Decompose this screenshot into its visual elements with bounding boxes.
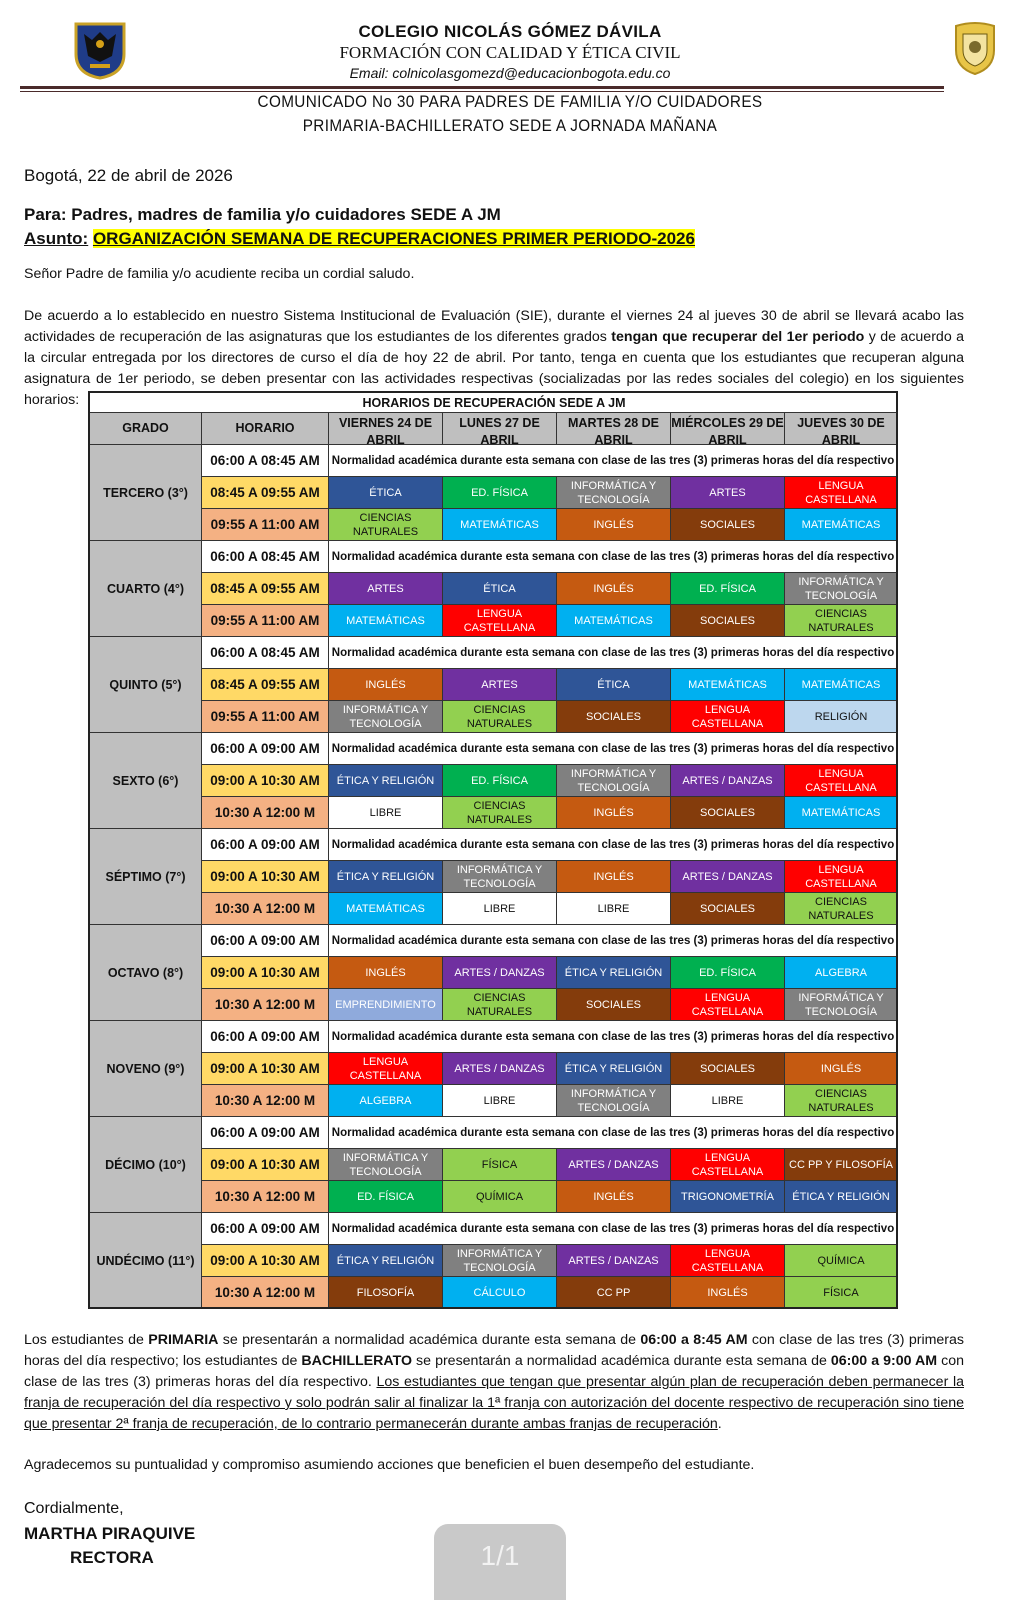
subject-cell: MATEMÁTICAS xyxy=(785,797,898,829)
subject-cell: SOCIALES xyxy=(671,797,785,829)
subject-cell: EMPRENDIMIENTO xyxy=(329,989,443,1021)
subject-cell: INGLÉS xyxy=(329,669,443,701)
subject-cell: ÉTICA Y RELIGIÓN xyxy=(785,1181,898,1213)
subject-cell: ALGEBRA xyxy=(329,1085,443,1117)
subject-cell: SOCIALES xyxy=(671,893,785,925)
footer-text: se presentarán a normalidad académica durante esta semana de xyxy=(412,1353,831,1369)
grade-label: UNDÉCIMO (11°) xyxy=(90,1213,202,1309)
subject-cell: INGLÉS xyxy=(785,1053,898,1085)
subject-cell: CIENCIAS NATURALES xyxy=(443,989,557,1021)
grade-label: NOVENO (9°) xyxy=(90,1021,202,1117)
subject-cell: MATEMÁTICAS xyxy=(785,669,898,701)
subject-cell: ÉTICA Y RELIGIÓN xyxy=(329,765,443,797)
column-header-horario: HORARIO xyxy=(202,413,329,445)
time-slot: 10:30 A 12:00 M xyxy=(202,893,329,925)
school-motto: FORMACIÓN CON CALIDAD Y ÉTICA CIVIL xyxy=(339,43,681,62)
header-rule xyxy=(20,86,944,89)
intro-text-cont: y de acuerdo a la circular entregada por los directores de curso el día de hoy 22 de abril. Por tanto, tenga en cuenta que los estudiantes que recuperan alguna asignatura de 1er periodo, se deben presentar con las actividades respectivas (socializadas por las redes sociales del colegio) en los siguientes horarios: xyxy=(24,329,965,408)
subject-cell: LIBRE xyxy=(443,1085,557,1117)
subject-cell: LIBRE xyxy=(329,797,443,829)
subject-cell: LENGUA CASTELLANA xyxy=(671,1245,785,1277)
time-slot: 10:30 A 12:00 M xyxy=(202,1085,329,1117)
time-slot: 09:55 A 11:00 AM xyxy=(202,701,329,733)
time-slot: 06:00 A 09:00 AM xyxy=(202,733,329,765)
subject-cell: ALGEBRA xyxy=(785,957,898,989)
subject-cell: INFORMÁTICA Y TECNOLOGÍA xyxy=(329,1149,443,1181)
time-slot: 06:00 A 08:45 AM xyxy=(202,637,329,669)
footer-text: con clase de las tres (3) primeras horas del día respectivo. xyxy=(24,1353,964,1390)
subject-cell: LIBRE xyxy=(671,1085,785,1117)
subject-cell: INGLÉS xyxy=(329,957,443,989)
subject-cell: ED. FÍSICA xyxy=(443,765,557,797)
time-slot: 09:55 A 11:00 AM xyxy=(202,509,329,541)
subject-cell: FÍSICA xyxy=(785,1277,898,1309)
subject-cell: INGLÉS xyxy=(557,1181,671,1213)
subject-cell: MATEMÁTICAS xyxy=(329,605,443,637)
footer-bold-time-primaria: 06:00 a 8:45 AM xyxy=(640,1332,748,1348)
subject-cell: ARTES xyxy=(329,573,443,605)
subject-text: ORGANIZACIÓN SEMANA DE RECUPERACIONES PRIMER PERIODO-2026 xyxy=(92,229,695,248)
subject-cell: ED. FÍSICA xyxy=(671,957,785,989)
subject-cell: LIBRE xyxy=(557,893,671,925)
subject-cell: LENGUA CASTELLANA xyxy=(785,477,898,509)
column-header-day: MARTES 28 DE ABRIL xyxy=(557,413,671,445)
subject-label: Asunto: xyxy=(24,229,89,248)
subject-cell: CIENCIAS NATURALES xyxy=(785,1085,898,1117)
subject-cell: INFORMÁTICA Y TECNOLOGÍA xyxy=(557,1085,671,1117)
subject-cell: FILOSOFÍA xyxy=(329,1277,443,1309)
normal-classes-note: Normalidad académica durante esta semana con clase de las tres (3) primeras horas del día respectivo xyxy=(329,733,898,765)
normal-classes-note: Normalidad académica durante esta semana con clase de las tres (3) primeras horas del día respectivo xyxy=(329,445,898,477)
subject-cell: INFORMÁTICA Y TECNOLOGÍA xyxy=(329,701,443,733)
time-slot: 08:45 A 09:55 AM xyxy=(202,573,329,605)
subject-cell: ÉTICA Y RELIGIÓN xyxy=(329,1245,443,1277)
subject-cell: ÉTICA xyxy=(557,669,671,701)
subject-cell: ARTES xyxy=(671,477,785,509)
subject-cell: LENGUA CASTELLANA xyxy=(785,765,898,797)
subject-cell: MATEMÁTICAS xyxy=(443,509,557,541)
subject-cell: CIENCIAS NATURALES xyxy=(785,893,898,925)
column-header-day: VIERNES 24 DE ABRIL xyxy=(329,413,443,445)
column-header-grado: GRADO xyxy=(90,413,202,445)
footer-bold-bachillerato: BACHILLERATO xyxy=(301,1353,413,1369)
subject-cell: FÍSICA xyxy=(443,1149,557,1181)
footer-bold-primaria: PRIMARIA xyxy=(148,1332,219,1348)
time-slot: 09:00 A 10:30 AM xyxy=(202,765,329,797)
signer-role: RECTORA xyxy=(70,1548,154,1567)
communique-subtitle: PRIMARIA-BACHILLERATO SEDE A JORNADA MAÑANA xyxy=(302,116,718,135)
time-slot: 10:30 A 12:00 M xyxy=(202,1277,329,1309)
subject-cell: MATEMÁTICAS xyxy=(785,509,898,541)
subject-cell: ED. FÍSICA xyxy=(329,1181,443,1213)
subject-cell: LENGUA CASTELLANA xyxy=(671,701,785,733)
subject-cell: INGLÉS xyxy=(557,509,671,541)
email-label: Email: xyxy=(349,65,389,81)
normal-classes-note: Normalidad académica durante esta semana con clase de las tres (3) primeras horas del día respectivo xyxy=(329,541,898,573)
footer-text: se presentarán a normalidad académica durante esta semana de xyxy=(218,1332,641,1348)
subject-cell: CIENCIAS NATURALES xyxy=(785,605,898,637)
subject-cell: INFORMÁTICA Y TECNOLOGÍA xyxy=(443,861,557,893)
subject-cell: CIENCIAS NATURALES xyxy=(443,797,557,829)
subject-cell: INFORMÁTICA Y TECNOLOGÍA xyxy=(785,989,898,1021)
subject-cell: SOCIALES xyxy=(671,605,785,637)
subject-cell: QUÍMICA xyxy=(785,1245,898,1277)
grade-label: DÉCIMO (10°) xyxy=(90,1117,202,1213)
time-slot: 06:00 A 08:45 AM xyxy=(202,541,329,573)
time-slot: 06:00 A 09:00 AM xyxy=(202,1021,329,1053)
time-slot: 06:00 A 09:00 AM xyxy=(202,1213,329,1245)
subject-cell: MATEMÁTICAS xyxy=(557,605,671,637)
letterhead xyxy=(0,0,1020,100)
school-name: COLEGIO NICOLÁS GÓMEZ DÁVILA xyxy=(358,22,662,41)
subject-cell: LENGUA CASTELLANA xyxy=(785,861,898,893)
time-slot: 10:30 A 12:00 M xyxy=(202,1181,329,1213)
subject-cell: INGLÉS xyxy=(557,797,671,829)
subject-cell: LENGUA CASTELLANA xyxy=(329,1053,443,1085)
subject-cell: MATEMÁTICAS xyxy=(671,669,785,701)
footer-underlined-rule: Los estudiantes que tengan que presentar algún plan de recuperación deben permanecer la franja de recuperación del día respectivo y solo podrán salir al finalizar la 1ª franja con autorización del docente respectivo de recuperación sino tiene que presentar 2ª franja de recuperación, de lo contrario permanecerán durante ambas franjas de recuperación xyxy=(24,1374,964,1432)
subject-cell: ÉTICA Y RELIGIÓN xyxy=(557,957,671,989)
subject-cell: LENGUA CASTELLANA xyxy=(443,605,557,637)
subject-cell: ARTES / DANZAS xyxy=(443,957,557,989)
subject-cell: INFORMÁTICA Y TECNOLOGÍA xyxy=(557,477,671,509)
time-slot: 06:00 A 09:00 AM xyxy=(202,829,329,861)
subject-cell: INGLÉS xyxy=(557,573,671,605)
subject-cell: LENGUA CASTELLANA xyxy=(671,1149,785,1181)
subject-cell: INGLÉS xyxy=(557,861,671,893)
normal-classes-note: Normalidad académica durante esta semana con clase de las tres (3) primeras horas del día respectivo xyxy=(329,1117,898,1149)
email-address: colnicolasgomezd@educacionbogota.edu.co xyxy=(392,65,671,81)
subject-cell: LIBRE xyxy=(443,893,557,925)
subject-line xyxy=(24,229,695,249)
closing: Cordialmente, xyxy=(24,1500,124,1517)
time-slot: 09:00 A 10:30 AM xyxy=(202,1149,329,1181)
time-slot: 10:30 A 12:00 M xyxy=(202,797,329,829)
page-indicator[interactable]: 1/1 xyxy=(434,1524,566,1600)
subject-cell: MATEMÁTICAS xyxy=(329,893,443,925)
subject-cell: LENGUA CASTELLANA xyxy=(671,989,785,1021)
normal-classes-note: Normalidad académica durante esta semana con clase de las tres (3) primeras horas del día respectivo xyxy=(329,637,898,669)
subject-cell: TRIGONOMETRÍA xyxy=(671,1181,785,1213)
subject-cell: ARTES xyxy=(443,669,557,701)
subject-cell: ARTES / DANZAS xyxy=(671,861,785,893)
subject-cell: ÉTICA xyxy=(329,477,443,509)
schedule-title: HORARIOS DE RECUPERACIÓN SEDE A JM xyxy=(90,393,898,413)
intro-text: De acuerdo a lo establecido en nuestro Sistema Institucional de Evaluación (SIE), durante el viernes 24 al jueves 30 de abril se llevará acabo las actividades de recuperación de las asignaturas que los estudiantes de los diferentes grados xyxy=(24,308,964,345)
footer-text: Los estudiantes de xyxy=(24,1332,149,1348)
time-slot: 06:00 A 09:00 AM xyxy=(202,925,329,957)
normal-classes-note: Normalidad académica durante esta semana con clase de las tres (3) primeras horas del día respectivo xyxy=(329,925,898,957)
subject-cell: ÉTICA Y RELIGIÓN xyxy=(329,861,443,893)
grade-label: QUINTO (5°) xyxy=(90,637,202,733)
subject-cell: INFORMÁTICA Y TECNOLOGÍA xyxy=(785,573,898,605)
subject-cell: RELIGIÓN xyxy=(785,701,898,733)
signer-name: MARTHA PIRAQUIVE xyxy=(24,1524,196,1543)
communique-title: COMUNICADO No 30 PARA PADRES DE FAMILIA Y/O CUIDADORES xyxy=(257,92,763,111)
footer-bold-time-bachillerato: 06:00 a 9:00 AM xyxy=(830,1353,938,1369)
subject-cell: ARTES / DANZAS xyxy=(671,765,785,797)
subject-cell: ÉTICA xyxy=(443,573,557,605)
time-slot: 06:00 A 08:45 AM xyxy=(202,445,329,477)
subject-cell: QUÍMICA xyxy=(443,1181,557,1213)
subject-cell: ARTES / DANZAS xyxy=(443,1053,557,1085)
grade-label: CUARTO (4°) xyxy=(90,541,202,637)
grade-label: TERCERO (3°) xyxy=(90,445,202,541)
subject-cell: INFORMÁTICA Y TECNOLOGÍA xyxy=(443,1245,557,1277)
normal-classes-note: Normalidad académica durante esta semana con clase de las tres (3) primeras horas del día respectivo xyxy=(329,1021,898,1053)
time-slot: 06:00 A 09:00 AM xyxy=(202,1117,329,1149)
column-header-day: JUEVES 30 DE ABRIL xyxy=(785,413,898,445)
time-slot: 09:55 A 11:00 AM xyxy=(202,605,329,637)
intro-emphasis: tengan que recuperar del 1er periodo xyxy=(611,329,865,345)
greeting: Señor Padre de familia y/o acudiente reciba un cordial saludo. xyxy=(24,266,415,282)
time-slot: 09:00 A 10:30 AM xyxy=(202,1245,329,1277)
subject-cell: CC PP Y FILOSOFÍA xyxy=(785,1149,898,1181)
time-slot: 09:00 A 10:30 AM xyxy=(202,1053,329,1085)
column-header-day: MIÉRCOLES 29 DE ABRIL xyxy=(671,413,785,445)
subject-cell: ARTES / DANZAS xyxy=(557,1245,671,1277)
subject-cell: CIENCIAS NATURALES xyxy=(329,509,443,541)
subject-cell: SOCIALES xyxy=(557,701,671,733)
subject-cell: INFORMÁTICA Y TECNOLOGÍA xyxy=(557,765,671,797)
recipients: Para: Padres, madres de familia y/o cuidadores SEDE A JM xyxy=(24,205,501,224)
time-slot: 09:00 A 10:30 AM xyxy=(202,861,329,893)
time-slot: 08:45 A 09:55 AM xyxy=(202,669,329,701)
time-slot: 08:45 A 09:55 AM xyxy=(202,477,329,509)
subject-cell: ÉTICA Y RELIGIÓN xyxy=(557,1053,671,1085)
subject-cell: ARTES / DANZAS xyxy=(557,1149,671,1181)
footer-period: . xyxy=(717,1416,722,1432)
grade-label: SEXTO (6°) xyxy=(90,733,202,829)
subject-cell: ED. FÍSICA xyxy=(443,477,557,509)
letter-date: Bogotá, 22 de abril de 2026 xyxy=(24,166,233,185)
subject-cell: CÁLCULO xyxy=(443,1277,557,1309)
school-email xyxy=(0,65,1020,81)
column-header-day: LUNES 27 DE ABRIL xyxy=(443,413,557,445)
subject-cell: CIENCIAS NATURALES xyxy=(443,701,557,733)
normal-classes-note: Normalidad académica durante esta semana con clase de las tres (3) primeras horas del día respectivo xyxy=(329,829,898,861)
subject-cell: INGLÉS xyxy=(671,1277,785,1309)
time-slot: 09:00 A 10:30 AM xyxy=(202,957,329,989)
thanks-line: Agradecemos su puntualidad y compromiso asumiendo acciones que beneficien el buen desempeño del estudiante. xyxy=(24,1457,755,1473)
grade-label: OCTAVO (8°) xyxy=(90,925,202,1021)
school-shield-icon xyxy=(953,20,997,76)
grade-label: SÉPTIMO (7°) xyxy=(90,829,202,925)
subject-cell: CC PP xyxy=(557,1277,671,1309)
normal-classes-note: Normalidad académica durante esta semana con clase de las tres (3) primeras horas del día respectivo xyxy=(329,1213,898,1245)
footer-paragraph xyxy=(24,1330,964,1435)
subject-cell: SOCIALES xyxy=(557,989,671,1021)
subject-cell: SOCIALES xyxy=(671,509,785,541)
subject-cell: ED. FÍSICA xyxy=(671,573,785,605)
time-slot: 10:30 A 12:00 M xyxy=(202,989,329,1021)
recovery-schedule-table xyxy=(88,391,898,1309)
subject-cell: SOCIALES xyxy=(671,1053,785,1085)
footer-text: con clase de las tres (3) primeras horas del día respectivo; los estudiantes de xyxy=(24,1332,965,1369)
